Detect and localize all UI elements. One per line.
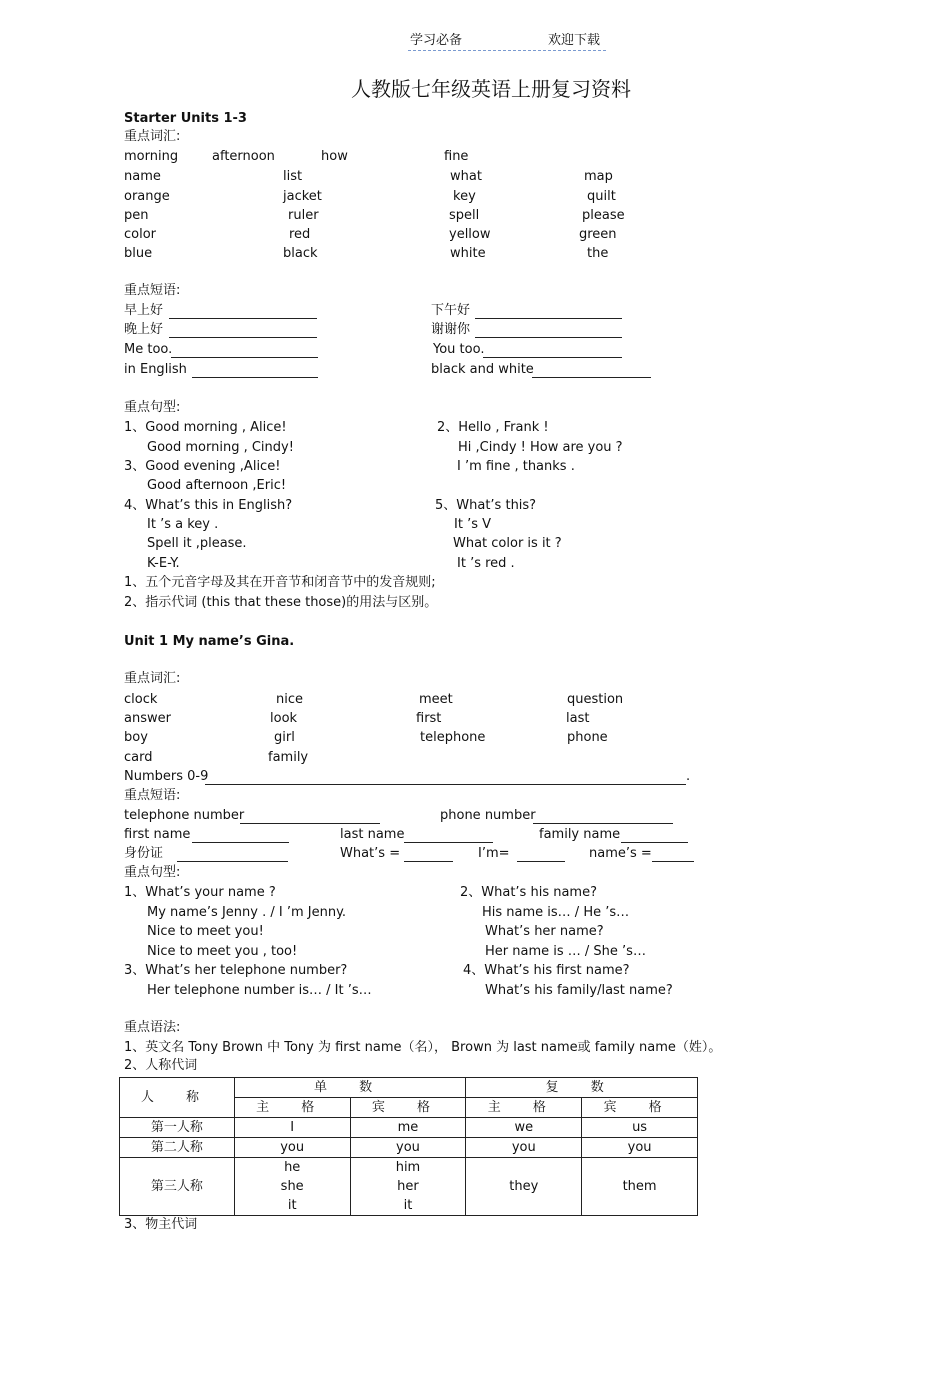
table-row: [120, 1158, 698, 1216]
vocab-word: answer: [124, 711, 171, 726]
vocab-word: color: [124, 227, 157, 242]
vocab-word: what: [450, 169, 482, 184]
blank-line: [532, 377, 651, 378]
table-row: [120, 1138, 698, 1158]
phrase: first name: [124, 827, 191, 842]
table-cell: them: [582, 1158, 698, 1216]
sentence: Nice to meet you!: [147, 924, 264, 939]
table-row: [120, 1118, 698, 1138]
grammar-point: 3、物主代词: [124, 1217, 198, 1232]
vocab-word: meet: [419, 692, 453, 707]
sentence: 4、What’s his first name?: [463, 963, 630, 978]
vocab-word: key: [453, 189, 476, 204]
unit1-vocab-label: 重点词汇:: [124, 671, 181, 686]
phrase: family name: [539, 827, 621, 842]
sentence: His name is… / He ’s…: [482, 905, 630, 920]
blank-line: [517, 861, 565, 862]
table-cell: you: [234, 1138, 350, 1158]
phrase: I’m=: [478, 846, 510, 861]
blank-line: [652, 861, 694, 862]
table-row: [120, 1078, 698, 1098]
numbers-end: .: [686, 769, 691, 784]
sentence: Spell it ,please.: [147, 536, 247, 551]
table-header-object: 宾 格: [350, 1098, 466, 1118]
blank-line: [205, 784, 686, 785]
sentence: What’s his family/last name?: [485, 983, 673, 998]
vocab-word: list: [283, 169, 303, 184]
vocab-word: family: [268, 750, 309, 765]
blank-line: [404, 861, 453, 862]
blank-line: [192, 377, 318, 378]
vocab-word: clock: [124, 692, 158, 707]
sentence: 3、What’s her telephone number?: [124, 963, 348, 978]
table-header-object: 宾 格: [582, 1098, 698, 1118]
phrase: 谢谢你: [431, 322, 471, 337]
sentence: K-E-Y.: [147, 556, 180, 571]
vocab-word: ruler: [288, 208, 319, 223]
pronoun: it: [287, 1198, 297, 1213]
phrase: black and white: [431, 362, 534, 377]
table-cell: 第一人称: [120, 1118, 235, 1138]
blank-line: [475, 318, 622, 319]
pronoun: it: [403, 1198, 413, 1213]
table-cell: [350, 1158, 466, 1216]
blank-line: [169, 337, 317, 338]
starter-vocab-label: 重点词汇:: [124, 129, 181, 144]
starter-note: 1、五个元音字母及其在开音节和闭音节中的发音规则;: [124, 575, 436, 590]
table-header-person: 人 称: [120, 1078, 235, 1118]
sentence: It ’s red .: [457, 556, 515, 571]
blank-line: [483, 357, 622, 358]
table-header-plural: 复 数: [466, 1078, 698, 1098]
vocab-word: the: [587, 246, 609, 261]
vocab-word: how: [321, 149, 348, 164]
table-header-subject: 主 格: [466, 1098, 582, 1118]
phrase: 早上好: [124, 303, 164, 318]
sentence: 2、Hello , Frank !: [437, 420, 549, 435]
table-cell: [234, 1158, 350, 1216]
phrase: phone number: [440, 808, 536, 823]
table-cell: us: [582, 1118, 698, 1138]
grammar-point: 2、人称代词: [124, 1058, 198, 1073]
vocab-word: girl: [274, 730, 295, 745]
vocab-word: quilt: [587, 189, 616, 204]
blank-line: [404, 842, 493, 843]
sentence: Hi ,Cindy ! How are you ?: [458, 440, 623, 455]
vocab-word: first: [416, 711, 442, 726]
phrase: 下午好: [431, 303, 471, 318]
blank-line: [169, 318, 317, 319]
table-cell: you: [582, 1138, 698, 1158]
header-left: 学习必备: [410, 33, 463, 48]
blank-line: [192, 842, 289, 843]
starter-sentence-label: 重点句型:: [124, 400, 181, 415]
vocab-word: pen: [124, 208, 149, 223]
vocab-word: afternoon: [212, 149, 275, 164]
table-cell: I: [234, 1118, 350, 1138]
phrase: What’s =: [340, 846, 401, 861]
vocab-word: question: [567, 692, 624, 707]
vocab-word: white: [450, 246, 486, 261]
phrase: 身份证: [124, 846, 164, 861]
phrase: last name: [340, 827, 405, 842]
vocab-word: last: [566, 711, 590, 726]
pronoun: she: [280, 1179, 304, 1194]
vocab-word: red: [289, 227, 311, 242]
vocab-word: yellow: [449, 227, 491, 242]
sentence: 1、What’s your name ?: [124, 885, 276, 900]
vocab-word: name: [124, 169, 161, 184]
vocab-word: phone: [567, 730, 608, 745]
vocab-word: boy: [124, 730, 148, 745]
phrase: in English: [124, 362, 187, 377]
sentence: I ’m fine , thanks .: [457, 459, 575, 474]
phrase: Me too.: [124, 342, 173, 357]
vocab-word: blue: [124, 246, 153, 261]
sentence: It ’s V: [454, 517, 491, 532]
sentence: 4、What’s this in English?: [124, 498, 293, 513]
sentence: Good morning , Cindy!: [147, 440, 294, 455]
vocab-word: jacket: [283, 189, 322, 204]
table-header-subject: 主 格: [234, 1098, 350, 1118]
vocab-word: orange: [124, 189, 170, 204]
pronoun-table: [119, 1077, 698, 1216]
pronoun: he: [284, 1160, 301, 1175]
unit1-phrase-label: 重点短语:: [124, 788, 181, 803]
sentence: Nice to meet you , too!: [147, 944, 298, 959]
phrase: name’s =: [589, 846, 652, 861]
sentence: Her name is … / She ’s…: [485, 944, 646, 959]
vocab-word: card: [124, 750, 153, 765]
blank-line: [475, 337, 622, 338]
unit1-grammar-label: 重点语法:: [124, 1020, 181, 1035]
vocab-word: map: [584, 169, 613, 184]
blank-line: [177, 861, 288, 862]
sentence: 3、Good evening ,Alice!: [124, 459, 281, 474]
numbers-line: Numbers 0-9: [124, 769, 209, 784]
blank-line: [171, 357, 318, 358]
sentence: Her telephone number is… / It ’s…: [147, 983, 372, 998]
sentence: It ’s a key .: [147, 517, 219, 532]
table-cell: me: [350, 1118, 466, 1138]
vocab-word: spell: [449, 208, 480, 223]
vocab-word: nice: [276, 692, 303, 707]
pronoun: her: [397, 1179, 419, 1194]
pronoun: him: [395, 1160, 421, 1175]
vocab-word: green: [579, 227, 617, 242]
blank-line: [533, 823, 673, 824]
vocab-word: look: [270, 711, 298, 726]
table-cell: we: [466, 1118, 582, 1138]
sentence: 2、What’s his name?: [460, 885, 597, 900]
phrase: telephone number: [124, 808, 245, 823]
sentence: 5、What’s this?: [435, 498, 537, 513]
starter-phrase-label: 重点短语:: [124, 283, 181, 298]
vocab-word: fine: [444, 149, 469, 164]
phrase: You too.: [433, 342, 485, 357]
page-title: 人教版七年级英语上册复习资料: [351, 77, 631, 101]
phrase: 晚上好: [124, 322, 164, 337]
table-cell: they: [466, 1158, 582, 1216]
grammar-point: 1、英文名 Tony Brown 中 Tony 为 first name（名）， Brown 为 last name或 family name（姓）。: [124, 1040, 722, 1055]
header-divider: [408, 50, 606, 51]
vocab-word: black: [283, 246, 318, 261]
blank-line: [240, 823, 380, 824]
unit1-sentence-label: 重点句型:: [124, 865, 181, 880]
starter-heading: Starter Units 1-3: [124, 111, 247, 126]
vocab-word: morning: [124, 149, 179, 164]
sentence: 1、Good morning , Alice!: [124, 420, 287, 435]
table-cell: you: [350, 1138, 466, 1158]
table-cell: you: [466, 1138, 582, 1158]
table-cell: 第三人称: [120, 1158, 235, 1216]
unit1-heading: Unit 1 My name’s Gina.: [124, 634, 295, 649]
sentence: Good afternoon ,Eric!: [147, 478, 287, 493]
table-header-singular: 单 数: [234, 1078, 466, 1098]
blank-line: [621, 842, 688, 843]
vocab-word: telephone: [420, 730, 486, 745]
vocab-word: please: [582, 208, 625, 223]
sentence: What’s her name?: [485, 924, 604, 939]
sentence: What color is it ?: [453, 536, 562, 551]
sentence: My name’s Jenny . / I ’m Jenny.: [147, 905, 347, 920]
starter-note: 2、指示代词 (this that these those)的用法与区别。: [124, 595, 438, 610]
table-cell: 第二人称: [120, 1138, 235, 1158]
header-right: 欢迎下载: [548, 33, 601, 48]
